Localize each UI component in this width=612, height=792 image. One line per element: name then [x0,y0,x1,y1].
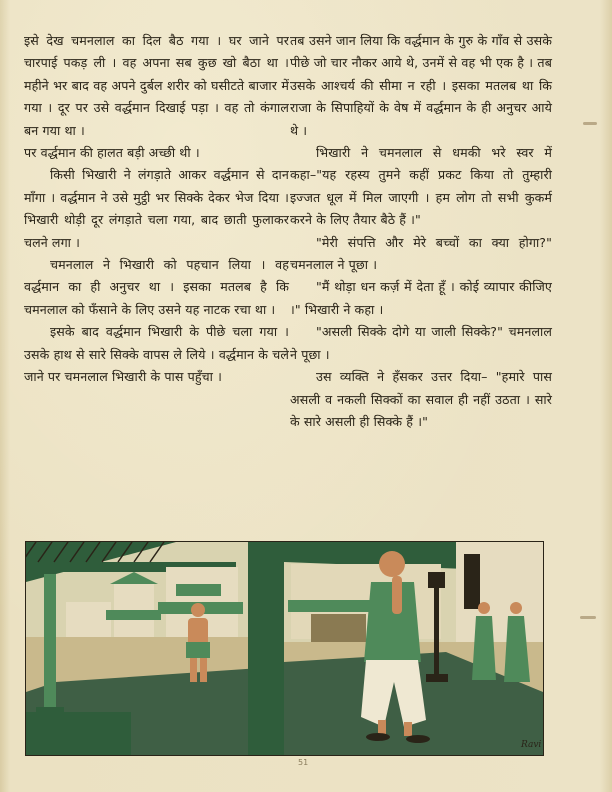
paper-fleck [583,122,597,125]
paragraph: किसी भिखारी ने लंगड़ाते आकर वर्द्धमान से दान माँगा । वर्द्धमान ने उसे मुट्ठी भर सिक्के देकर भेज दिया । भिखारी थोड़ी दूर लंगड़ाते चला गया, बाद छाती फुलाकर चलने लगा । [24,167,289,250]
stone-plinth [26,712,131,755]
page-number: 51 [298,758,309,767]
market-street-illustration [25,541,544,756]
paragraph: चमनलाल ने भिखारी को पहचान लिया । वह वर्द्धमान का ही अनुचर था । इसका मतलब है कि चमनलाल को फँसाने के लिए उसने यह नाटक रचा था । [24,257,289,317]
artist-signature: Ravi [521,740,542,750]
paragraph: भिखारी ने चमनलाल से धमकी भरे स्वर में कहा–"यह रहस्य तुमने कहीं प्रकट किया तो तुम्हारी इज्जत धूल में मिल जाएगी । हम लोग तो सभी कुकर्म करने के लिए तैयार बैठे हैं ।" [290,145,552,228]
paragraph: उस व्यक्ति ने हँसकर उत्तर दिया– "हमारे पास असली व नकली सिक्कों का सवाल ही नहीं उठता । सारे के सारे असली ही सिक्के हैं ।" [290,369,552,429]
panel-divider-pillar [248,542,284,755]
right-text-column [290,30,552,433]
lattice-window [464,554,480,609]
paragraph: "मेरी संपत्ति और मेरे बच्चों का क्या होगा?" चमनलाल ने पूछा । [290,234,552,273]
arcade-pillar [44,574,56,709]
paragraph: इसे देख चमनलाल का दिल बैठ गया । घर जाने पर चारपाई पकड़ ली । वह अपना सब कुछ खो बैठा था । महीने भर बाद वह अपने दुर्बल शरीर को घसीटते बाजार में गया । दूर पर उसे वर्द्धमान दिखाई पड़ा । वह तो कंगाल बन गया था । [24,33,289,138]
paragraph: "मैं थोड़ा धन कर्ज़ में देता हूँ । कोई व्यापार कीजिए ।" भिखारी ने कहा । [290,279,552,317]
paragraph: "असली सिक्के दोगे या जाली सिक्के?" चमनलाल ने पूछा । [290,324,552,362]
paragraph: इसके बाद वर्द्धमान भिखारी के पीछे चला गया । उसके हाथ से सारे सिक्के वापस ले लिये । वर्द्धमान के चले जाने पर चमनलाल भिखारी के पास पहुँचा । [24,324,289,385]
paper-fleck [580,616,596,619]
paragraph: पर वर्द्धमान की हालत बड़ी अच्छी थी । [24,145,200,161]
paragraph: तब उसने जान लिया कि वर्द्धमान के गुरु के गाँव से उसके पीछे जो चार नौकर आये थे, उनमें से वह भी एक है । तब उसके आश्चर्य की सीमा न रही । इसका मतलब था कि राजा के सिपाहियों के वेष में वर्द्धमान के ही अनुचर आये थे । [290,33,552,138]
left-text-column [24,30,289,389]
